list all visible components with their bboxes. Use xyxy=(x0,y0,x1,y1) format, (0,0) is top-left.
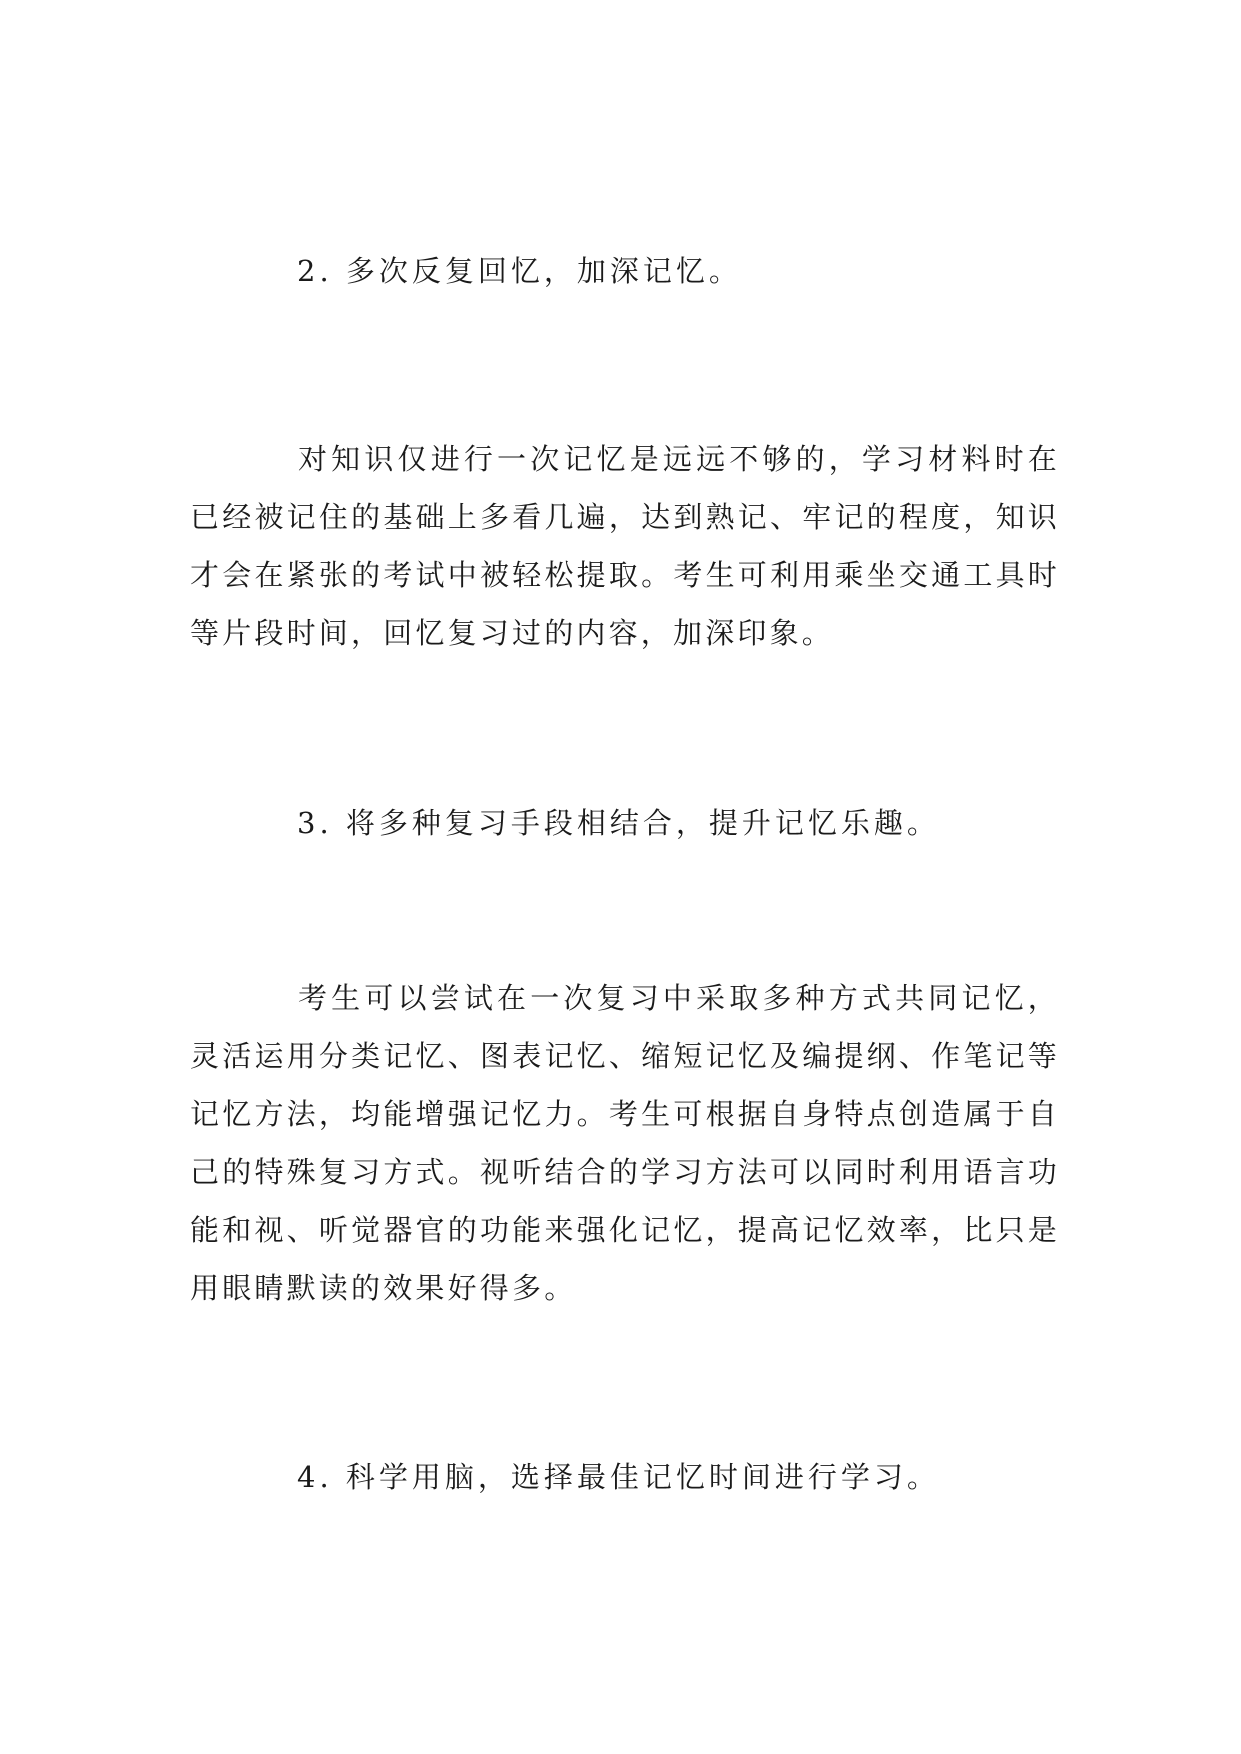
section-paragraph-2: 对知识仅进行一次记忆是远远不够的，学习材料时在已经被记住的基础上多看几遍，达到熟记、牢记的程度，知识才会在紧张的考试中被轻松提取。考生可利用乘坐交通工具时等片段时间，回忆复习过的内容，加深印象。 xyxy=(190,442,1060,650)
section-heading-4: 4. 科学用脑，选择最佳记忆时间进行学习。 xyxy=(297,1460,940,1494)
section-heading-3: 3. 将多种复习手段相结合，提升记忆乐趣。 xyxy=(297,806,940,840)
section-paragraph-3: 考生可以尝试在一次复习中采取多种方式共同记忆，灵活运用分类记忆、图表记忆、缩短记忆及编提纲、作笔记等记忆方法，均能增强记忆力。考生可根据自身特点创造属于自己的特殊复习方式。视听结合的学习方法可以同时利用语言功能和视、听觉器官的功能来强化记忆，提高记忆效率，比只是用眼睛默读的效果好得多。 xyxy=(190,981,1060,1305)
section-heading-2: 2. 多次反复回忆，加深记忆。 xyxy=(297,254,742,288)
